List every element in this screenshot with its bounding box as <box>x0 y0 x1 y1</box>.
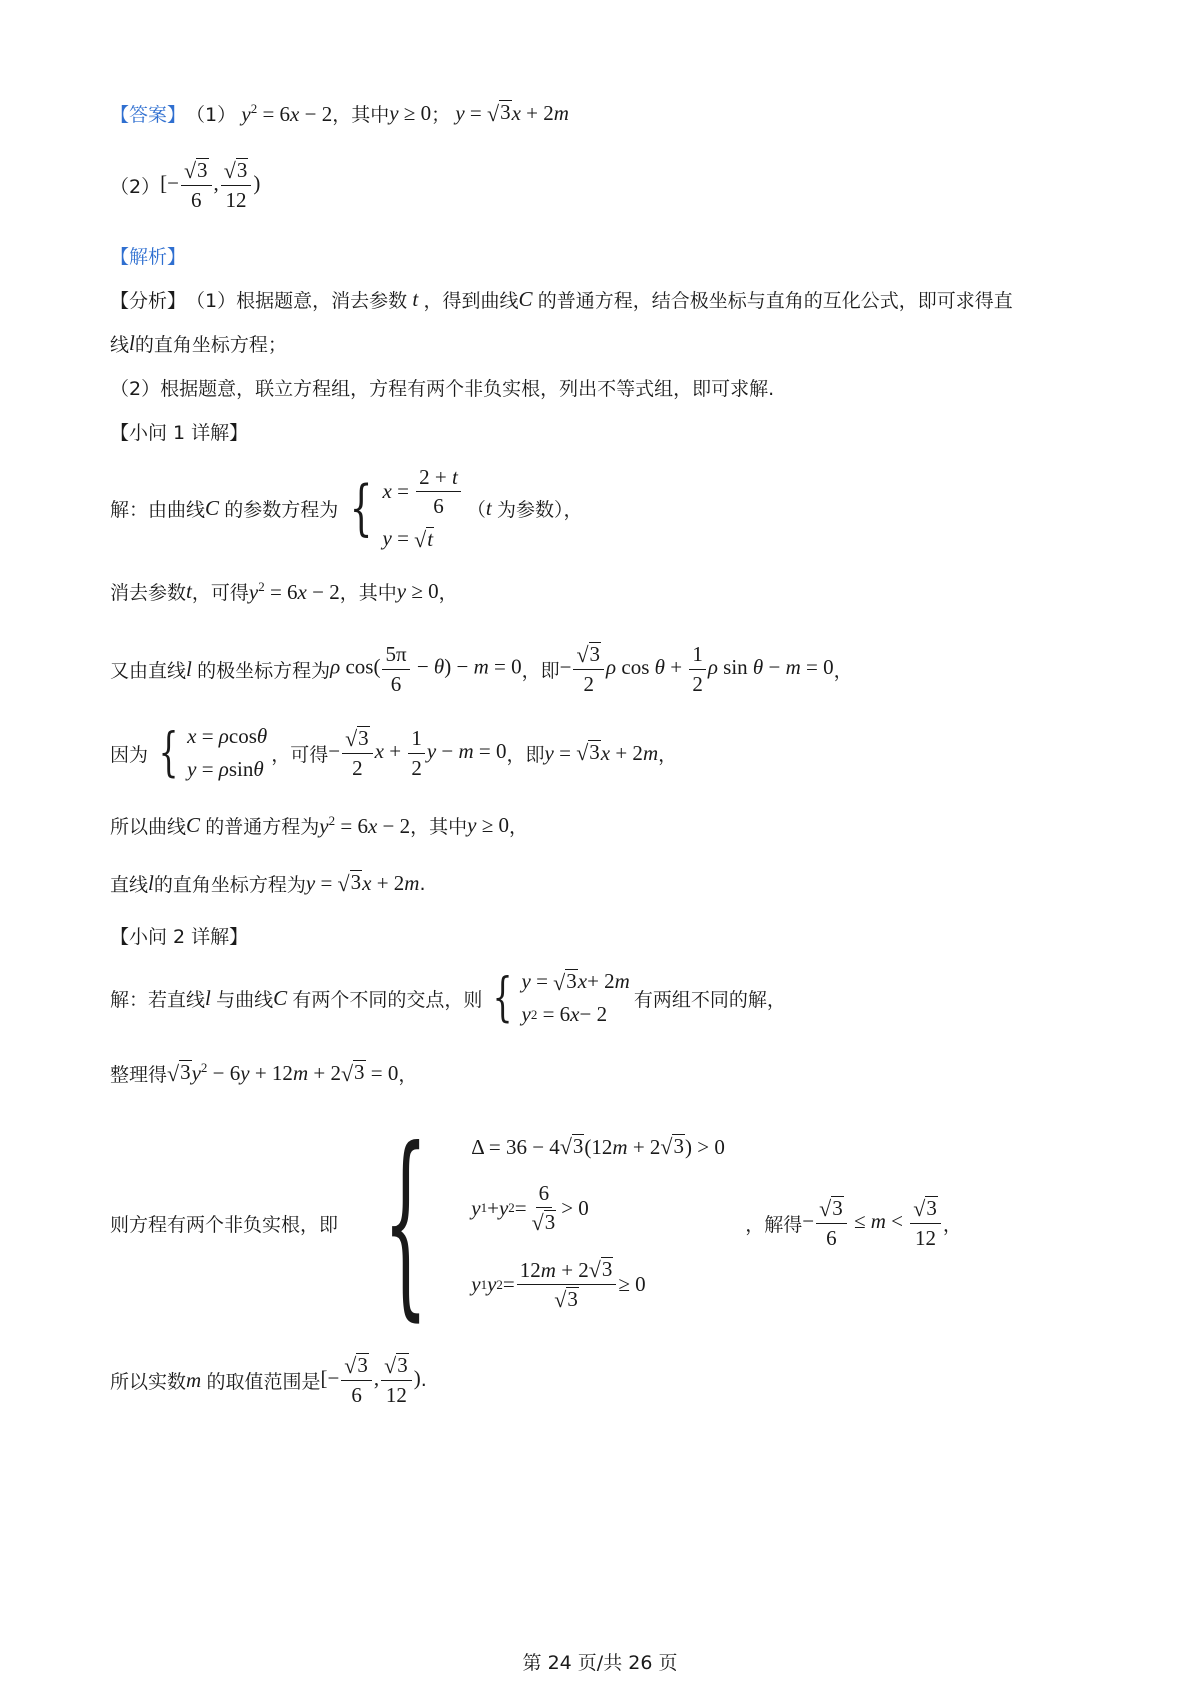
q2-s1c: 有两个不同的交点，则 <box>292 988 483 1011</box>
answer-eq-line: y = √ 3 x + 2m <box>455 100 569 126</box>
q2-s1a: 解：若直线 <box>110 988 206 1011</box>
q1-s2a: 消去参数 <box>110 582 187 604</box>
final-range: [− √ 3 6 , √ 3 12 ) <box>320 1352 421 1408</box>
param-system: { x = $\frac{2 + t}{6}$ y = √ t <box>342 461 463 555</box>
answer-mid: ，其中 <box>332 104 390 126</box>
var-l: l <box>148 871 154 895</box>
q1-s4c: ，即 <box>506 743 545 766</box>
answer-line-1 <box>110 100 569 127</box>
fenxi-text-2: 线 <box>110 334 130 356</box>
eq-curve: $y^2 = 6x - 2$ <box>319 812 411 838</box>
var-C: C <box>273 985 293 1010</box>
cond: y ≥ 0 <box>467 813 510 837</box>
q1-step-1 <box>110 462 582 554</box>
var-C: C <box>186 813 206 837</box>
answer-tag: 【答案】 <box>110 104 187 126</box>
q1-heading <box>110 418 248 445</box>
q1-step-6 <box>110 870 426 897</box>
fenxi-line-1 <box>110 286 1013 313</box>
q1-s1b: 的参数方程为 <box>224 498 339 521</box>
q2-step-2 <box>110 1060 417 1087</box>
q1-step-4 <box>110 718 677 788</box>
analysis-tag: 【解析】 <box>110 246 187 268</box>
m-range: − √ 3 6 ≤ m < √ 3 12 <box>802 1196 943 1250</box>
q1-s1d: 为参数）， <box>496 498 583 521</box>
q1-s2d: ， <box>438 582 458 604</box>
q2-heading-text: 【小问 2 详解】 <box>110 926 249 948</box>
polar-expanded: − √ 3 2 ρ cos θ + $\frac{1}{2}$ ρ sin θ − m = 0 <box>559 641 834 697</box>
q2-s1b: 与曲线 <box>216 988 274 1011</box>
cartesian-eq: − √ 3 2 x + $\frac{1}{2}$ y − m = 0 <box>328 725 507 781</box>
fenxi-text-2b: 的直角坐标方程； <box>134 334 287 356</box>
answer-part2-label: （2） <box>110 175 161 198</box>
var-l: l <box>205 985 217 1010</box>
q1-s5d: ， <box>509 816 529 838</box>
q1-step-5 <box>110 812 528 839</box>
q1-step-2 <box>110 578 458 605</box>
q2-step-4 <box>110 1350 427 1410</box>
var-t: t <box>485 495 497 520</box>
cond: y ≥ 0 <box>396 579 439 603</box>
var-l: l <box>186 656 198 681</box>
q2-step-3 <box>110 1106 962 1339</box>
q2-s3a: 则方程有两个非负实根，即 <box>110 1213 339 1236</box>
page-footer: 第 24 页/共 26 页 <box>522 1652 678 1674</box>
line-eq: y = √ 3 x + 2m <box>305 870 420 896</box>
answer-eq-curve: $y^2 = 6x - 2$ <box>241 100 333 126</box>
q1-heading-text: 【小问 1 详解】 <box>110 422 249 444</box>
answer-part1-label: （1） <box>186 104 237 126</box>
fenxi-text-3: （2）根据题意，联立方程组，方程有两个非负实根，列出不等式组，即可求解. <box>110 378 775 400</box>
q1-s3a: 又由直线 <box>110 659 187 682</box>
var-t: t <box>186 579 192 603</box>
var-C: C <box>518 287 538 311</box>
fenxi-text-1b: ，得到曲线 <box>423 290 519 312</box>
q2-step-1 <box>110 960 786 1036</box>
q2-heading <box>110 922 248 949</box>
q1-s3d: ， <box>833 659 853 682</box>
q2-s4b: 的取值范围是 <box>206 1370 321 1393</box>
eq-curve: $y^2 = 6x - 2$ <box>248 578 340 604</box>
var-C: C <box>205 495 225 520</box>
intersection-system: { y = √ 3 x + 2 m y 2 = 6 x − 2 <box>493 968 630 1028</box>
q1-step-3 <box>110 640 853 698</box>
polar-eq: ρ cos( $\frac{5\pi}{6}$ − θ) − m = 0 <box>330 642 522 696</box>
q2-s2b: ， <box>398 1064 418 1086</box>
q1-s4d: ， <box>658 743 678 766</box>
q1-s2b: ，可得 <box>191 582 249 604</box>
q1-s5c: ，其中 <box>410 816 468 838</box>
q1-s4b: ，可得 <box>271 743 329 766</box>
line-eq: y = √ 3 x + 2m <box>544 739 659 766</box>
q1-s5b: 的普通方程为 <box>205 816 320 838</box>
answer-cond: y ≥ 0 <box>389 101 432 125</box>
q2-s3b: ，解得 <box>745 1213 803 1236</box>
q1-s1c: （ <box>466 498 486 521</box>
fenxi-line-3 <box>110 374 774 401</box>
q1-s2c: ，其中 <box>339 582 397 604</box>
fenxi-tag: 【分析】 <box>110 290 187 312</box>
q1-s1a: 解：由曲线 <box>110 498 206 521</box>
var-l: l <box>129 331 135 355</box>
q2-s1d: 有两组不同的解， <box>633 988 786 1011</box>
inequality-system: { Δ = 36 − 4 √ 3 (12m + 2 √ 3 ) > 0 y 1 + y 2 = 6 √ 3 > 0 y 1 y 2 = 12m + 2 √ 3 √ 3 ≥ 0 <box>383 1106 725 1339</box>
fenxi-text-1c: 的普通方程，结合极坐标与直角的互化公式，即可求得直 <box>537 290 1013 312</box>
q1-s3c: ，即 <box>521 659 560 682</box>
q1-s5a: 所以曲线 <box>110 816 187 838</box>
q1-s3b: 的极坐标方程为 <box>197 659 331 682</box>
q1-s4a: 因为 <box>110 743 149 766</box>
answer-range: [− √ 3 6 , √ 3 12 ) <box>160 158 261 213</box>
q2-s3c: ， <box>942 1213 962 1236</box>
q2-s4c: . <box>420 1369 427 1391</box>
q2-s4a: 所以实数 <box>110 1370 187 1393</box>
var-t: t <box>407 287 424 311</box>
analysis-heading <box>110 242 186 269</box>
q2-s2a: 整理得 <box>110 1064 168 1086</box>
quadratic-eq: √ 3 $y^2 - 6y + 12m + 2$ √ 3 = 0 <box>167 1060 399 1086</box>
answer-line-2 <box>110 158 260 212</box>
q1-s6b: 的直角坐标方程为 <box>153 874 306 896</box>
answer-sep: ； <box>431 104 451 126</box>
q1-s6c: . <box>419 872 426 895</box>
polar-conversion-system: { x = ρ cos θ y = ρ sin θ <box>158 723 268 783</box>
fenxi-line-2 <box>110 330 287 357</box>
q1-s6a: 直线 <box>110 874 149 896</box>
fenxi-text-1: （1）根据题意，消去参数 <box>186 290 408 312</box>
var-m: m <box>186 1367 207 1392</box>
